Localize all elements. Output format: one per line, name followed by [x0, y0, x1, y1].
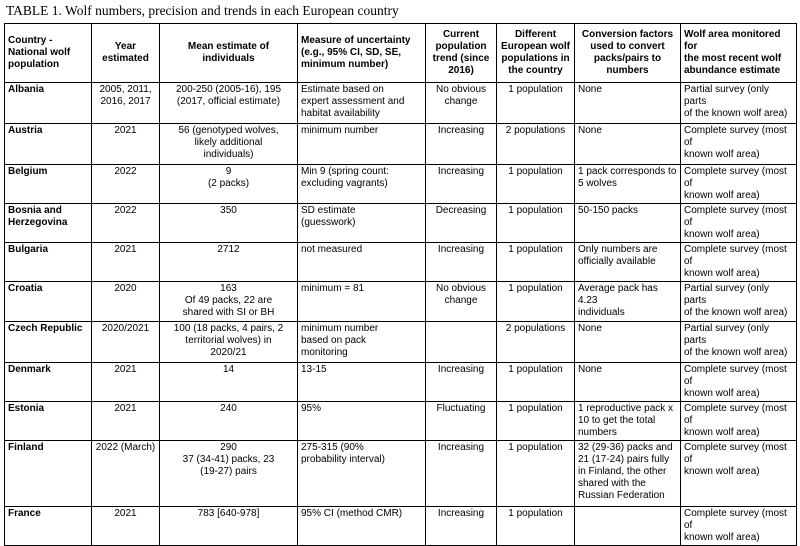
cell-year: 2022	[92, 204, 160, 243]
cell-populations: 1 population	[497, 363, 575, 402]
cell-uncertainty: minimum number	[298, 124, 426, 165]
cell-conversion: Average pack has 4.23 individuals	[575, 282, 681, 322]
cell-populations: 1 population	[497, 243, 575, 282]
header-trend: Current population trend (since 2016)	[426, 24, 497, 83]
cell-year: 2021	[92, 243, 160, 282]
cell-year: 2021	[92, 402, 160, 441]
cell-area: Complete survey (most of known wolf area)	[681, 243, 797, 282]
cell-mean-estimate: 163 Of 49 packs, 22 are shared with SI or BH	[160, 282, 298, 322]
wolf-table	[4, 23, 797, 546]
cell-populations: 1 population	[497, 204, 575, 243]
cell-country: Austria	[5, 124, 92, 165]
cell-country: Denmark	[5, 363, 92, 402]
cell-uncertainty: not measured	[298, 243, 426, 282]
table-body	[5, 83, 797, 546]
cell-year: 2020	[92, 282, 160, 322]
table-row	[5, 83, 797, 124]
header-area: Wolf area monitored for the most recent wolf abundance estimate	[681, 24, 797, 83]
table-row	[5, 441, 797, 507]
table-row	[5, 165, 797, 204]
cell-conversion: 50-150 packs	[575, 204, 681, 243]
cell-mean-estimate: 2712	[160, 243, 298, 282]
table-row	[5, 322, 797, 363]
cell-year: 2020/2021	[92, 322, 160, 363]
cell-area: Complete survey (most of known wolf area)	[681, 402, 797, 441]
cell-mean-estimate: 783 [640-978]	[160, 507, 298, 546]
cell-uncertainty: minimum = 81	[298, 282, 426, 322]
cell-populations: 1 population	[497, 83, 575, 124]
cell-uncertainty: Estimate based on expert assessment and habitat availability	[298, 83, 426, 124]
cell-country: Belgium	[5, 165, 92, 204]
cell-uncertainty: 275-315 (90% probability interval)	[298, 441, 426, 507]
table-row	[5, 507, 797, 546]
header-uncertainty: Measure of uncertainty (e.g., 95% CI, SD, SE, minimum number)	[298, 24, 426, 83]
cell-trend: No obvious change	[426, 83, 497, 124]
cell-trend: Increasing	[426, 507, 497, 546]
cell-conversion	[575, 507, 681, 546]
cell-uncertainty: minimum number based on pack monitoring	[298, 322, 426, 363]
cell-area: Complete survey (most of known wolf area)	[681, 507, 797, 546]
cell-mean-estimate: 200-250 (2005-16), 195 (2017, official estimate)	[160, 83, 298, 124]
cell-populations: 1 population	[497, 441, 575, 507]
cell-mean-estimate: 350	[160, 204, 298, 243]
cell-conversion: None	[575, 124, 681, 165]
cell-trend: Decreasing	[426, 204, 497, 243]
cell-area: Partial survey (only parts of the known wolf area)	[681, 83, 797, 124]
cell-year: 2005, 2011, 2016, 2017	[92, 83, 160, 124]
cell-trend: Increasing	[426, 243, 497, 282]
cell-country: Czech Republic	[5, 322, 92, 363]
cell-country: France	[5, 507, 92, 546]
cell-year: 2021	[92, 363, 160, 402]
cell-country: Bosnia and Herzegovina	[5, 204, 92, 243]
cell-area: Partial survey (only parts of the known wolf area)	[681, 282, 797, 322]
cell-mean-estimate: 100 (18 packs, 4 pairs, 2 territorial wolves) in 2020/21	[160, 322, 298, 363]
cell-populations: 2 populations	[497, 124, 575, 165]
cell-uncertainty: Min 9 (spring count: excluding vagrants)	[298, 165, 426, 204]
cell-trend: Increasing	[426, 441, 497, 507]
cell-mean-estimate: 56 (genotyped wolves, likely additional individuals)	[160, 124, 298, 165]
table-row	[5, 243, 797, 282]
table-row	[5, 204, 797, 243]
cell-populations: 1 population	[497, 402, 575, 441]
cell-country: Finland	[5, 441, 92, 507]
header-mean-estimate: Mean estimate of individuals	[160, 24, 298, 83]
cell-trend: No obvious change	[426, 282, 497, 322]
cell-trend	[426, 322, 497, 363]
cell-mean-estimate: 14	[160, 363, 298, 402]
cell-mean-estimate: 240	[160, 402, 298, 441]
header-year: Year estimated	[92, 24, 160, 83]
cell-uncertainty: 95% CI (method CMR)	[298, 507, 426, 546]
cell-area: Complete survey (most of known wolf area)	[681, 124, 797, 165]
cell-mean-estimate: 290 37 (34-41) packs, 23 (19-27) pairs	[160, 441, 298, 507]
cell-conversion: 1 pack corresponds to 5 wolves	[575, 165, 681, 204]
cell-populations: 2 populations	[497, 322, 575, 363]
cell-conversion: 32 (29-36) packs and 21 (17-24) pairs fully in Finland, the other shared with the Russian Federation	[575, 441, 681, 507]
table-row	[5, 124, 797, 165]
cell-area: Complete survey (most of known wolf area)	[681, 204, 797, 243]
cell-year: 2022	[92, 165, 160, 204]
cell-trend: Increasing	[426, 363, 497, 402]
cell-country: Estonia	[5, 402, 92, 441]
cell-uncertainty: 13-15	[298, 363, 426, 402]
cell-year: 2021	[92, 507, 160, 546]
header-country: Country - National wolf population	[5, 24, 92, 83]
cell-conversion: None	[575, 363, 681, 402]
cell-conversion: Only numbers are officially available	[575, 243, 681, 282]
header-row	[5, 24, 797, 83]
cell-area: Complete survey (most of known wolf area)	[681, 441, 797, 507]
cell-area: Complete survey (most of known wolf area)	[681, 363, 797, 402]
table-caption: TABLE 1. Wolf numbers, precision and trends in each European country	[6, 3, 399, 18]
cell-uncertainty: SD estimate (guesswork)	[298, 204, 426, 243]
cell-trend: Increasing	[426, 165, 497, 204]
cell-trend: Fluctuating	[426, 402, 497, 441]
cell-year: 2021	[92, 124, 160, 165]
cell-country: Albania	[5, 83, 92, 124]
cell-conversion: None	[575, 322, 681, 363]
table-row	[5, 402, 797, 441]
cell-populations: 1 population	[497, 165, 575, 204]
cell-conversion: 1 reproductive pack x 10 to get the total numbers	[575, 402, 681, 441]
cell-populations: 1 population	[497, 507, 575, 546]
table-row	[5, 363, 797, 402]
cell-uncertainty: 95%	[298, 402, 426, 441]
cell-populations: 1 population	[497, 282, 575, 322]
table-row	[5, 282, 797, 322]
header-populations: Different European wolf populations in the country	[497, 24, 575, 83]
cell-area: Complete survey (most of known wolf area)	[681, 165, 797, 204]
header-conversion: Conversion factors used to convert packs/pairs to numbers	[575, 24, 681, 83]
cell-area: Partial survey (only parts of the known wolf area)	[681, 322, 797, 363]
cell-conversion: None	[575, 83, 681, 124]
cell-country: Croatia	[5, 282, 92, 322]
cell-trend: Increasing	[426, 124, 497, 165]
cell-country: Bulgaria	[5, 243, 92, 282]
cell-year: 2022 (March)	[92, 441, 160, 507]
cell-mean-estimate: 9 (2 packs)	[160, 165, 298, 204]
